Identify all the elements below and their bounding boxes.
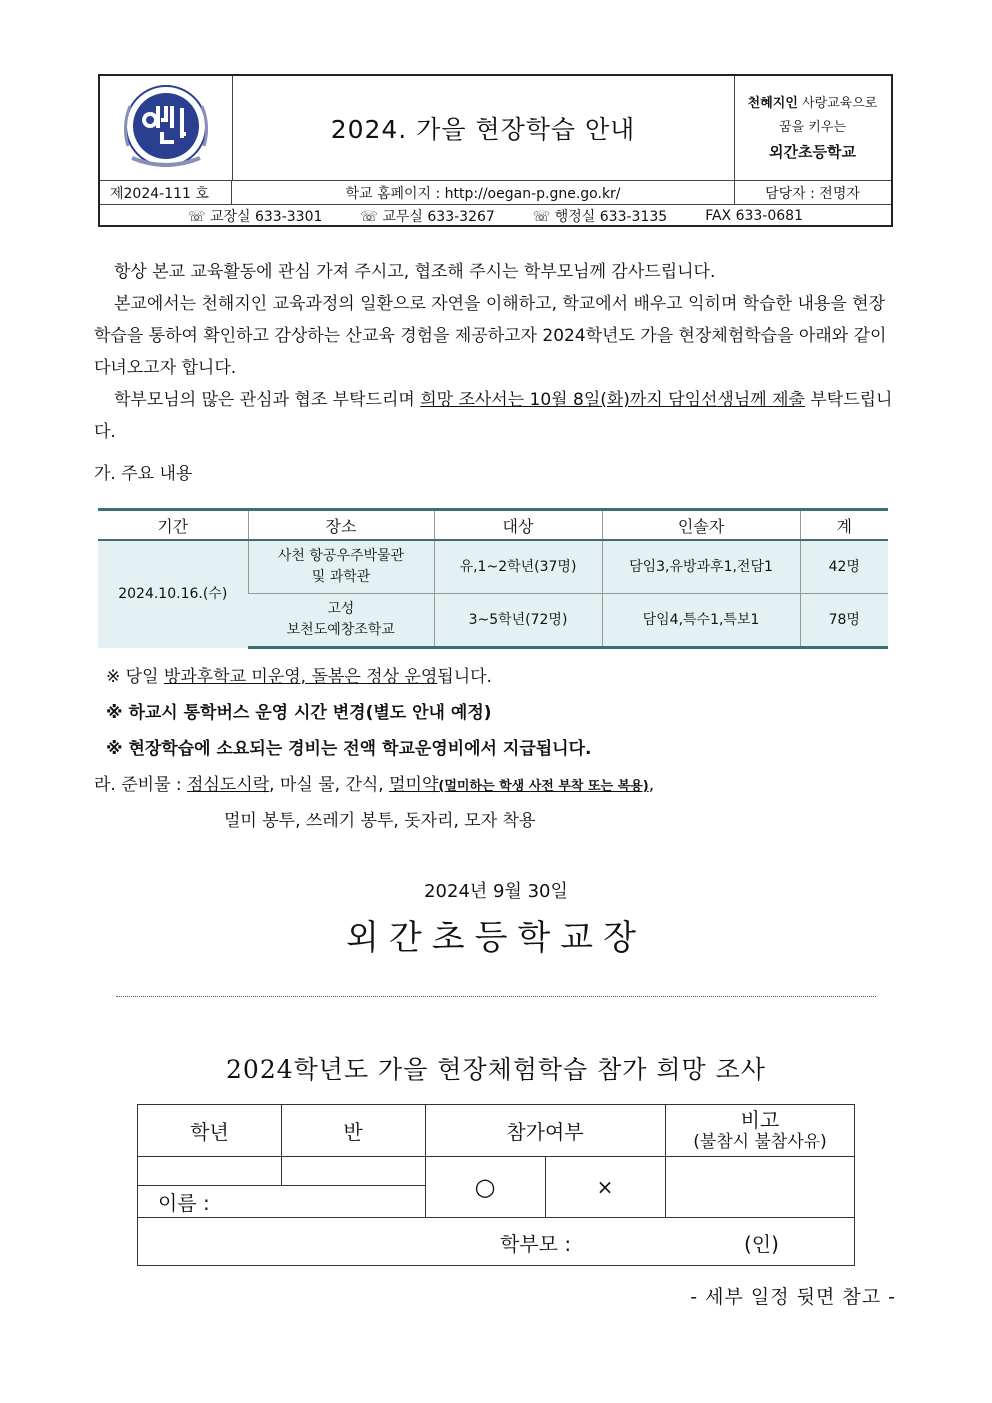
document-title-cell [232, 76, 735, 180]
name-label: 이름 : [158, 1191, 210, 1215]
motto-line2: 꿈을 키우는 [779, 120, 846, 135]
paragraph-2: 본교에서는 천해지인 교육과정의 일환으로 자연을 이해하고, 학교에서 배우고 익히며 학습한 내용을 현장학습을 통하여 확인하고 감상하는 산교육 경험을 제공하고자 2024학년도 가을 현장체험학습을 아래와 같이 다녀오고자 합니다. [94, 294, 887, 378]
info-row [100, 180, 891, 205]
attend-header: 참가여부 [506, 1120, 584, 1144]
header-target: 대상 [434, 510, 602, 541]
row-place: 사천 항공우주박물관 및 과학관 [248, 540, 434, 594]
cut-line [116, 996, 876, 997]
paragraph-1: 항상 본교 교육활동에 관심 가져 주시고, 협조해 주시는 학부모님께 감사드립니다. [114, 262, 716, 282]
school-motto [734, 76, 891, 180]
trip-date: 2024.10.16.(수) [98, 540, 248, 648]
motto-text: 사랑교육으로 [797, 96, 878, 111]
header-period: 기간 [98, 510, 248, 541]
survey-form [137, 1104, 855, 1266]
row-total: 78명 [800, 594, 888, 648]
contact-admin: ☏ 행정실 633-3135 [532, 208, 668, 225]
school-name: 외간초등학교 [769, 143, 856, 161]
homepage-link[interactable]: 학교 홈페이지 : http://oegan-p.gne.go.kr/ [232, 181, 735, 204]
row-total: 42명 [800, 540, 888, 594]
manager: 담당자 : 전명자 [765, 185, 860, 202]
prep-list: 라. 준비물 : 점심도시락, 마실 물, 간식, 멀미약(멀미하는 학생 사전 부착 또는 복용), [94, 775, 655, 795]
note-expense: ※ 현장학습에 소요되는 경비는 전액 학교운영비에서 지급됩니다. [106, 739, 592, 759]
deadline-highlight: 희망 조사서는 10월 8일(화)까지 담임선생님께 제출 [420, 390, 805, 410]
survey-title: 2024학년도 가을 현장체험학습 참가 희망 조사 [226, 1055, 766, 1084]
row-leader: 담임4,특수1,특보1 [602, 594, 800, 648]
note-afterschool: ※ 당일 방과후학교 미운영, 돌봄은 정상 운영됩니다. [106, 667, 492, 687]
contact-row [100, 204, 891, 227]
table-header-row [98, 510, 888, 541]
grade-input[interactable] [138, 1157, 281, 1185]
issue-date: 2024년 9월 30일 [424, 881, 568, 902]
contact-fax: FAX 633-0681 [705, 207, 803, 224]
table-row [98, 540, 888, 594]
document-title: 2024. 가을 현장학습 안내 [330, 115, 636, 144]
paragraph-3: 학부모님의 많은 관심과 협조 부탁드리며 희망 조사서는 10월 8일(화)까지 담임선생님께 제출 부탁드립니다. [94, 390, 893, 442]
class-input[interactable] [281, 1157, 425, 1185]
contact-teachers: ☏ 교무실 633-3267 [360, 208, 495, 225]
row-leader: 담임3,유방과후1,전담1 [602, 540, 800, 594]
class-header: 반 [343, 1120, 363, 1144]
note-bus: ※ 하교시 통학버스 운영 시간 변경(별도 안내 예정) [106, 703, 492, 723]
attend-yes-option[interactable]: ○ [474, 1173, 496, 1201]
row-target: 3~5학년(72명) [434, 594, 602, 648]
school-logo-icon [100, 76, 232, 180]
grade-header: 학년 [190, 1120, 229, 1144]
motto-keyword: 천혜지인 [747, 96, 798, 111]
parent-label: 학부모 : [500, 1231, 572, 1256]
header-leader: 인솔자 [602, 510, 800, 541]
doc-number: 제2024-111 호 [100, 181, 232, 204]
principal-name: 외간초등학교장 [346, 918, 646, 958]
attend-no-option[interactable]: × [596, 1175, 614, 1199]
note-header: 비고 (불참시 불참사유) [693, 1107, 827, 1152]
header-total: 계 [800, 510, 888, 541]
seal-label: (인) [744, 1231, 779, 1256]
prep-list-line2: 멀미 봉투, 쓰레기 봉투, 돗자리, 모자 착용 [224, 811, 536, 831]
letterhead [98, 74, 893, 227]
trip-table [98, 508, 888, 649]
logo-cell [100, 76, 233, 180]
header-place: 장소 [248, 510, 434, 541]
section-a-heading: 가. 주요 내용 [94, 464, 193, 484]
footer-note: - 세부 일정 뒷면 참고 - [690, 1286, 896, 1308]
reason-input[interactable] [665, 1157, 855, 1217]
row-target: 유,1~2학년(37명) [434, 540, 602, 594]
row-place: 고성 보천도예창조학교 [248, 594, 434, 648]
contact-principal: ☏ 교장실 633-3301 [188, 208, 323, 225]
